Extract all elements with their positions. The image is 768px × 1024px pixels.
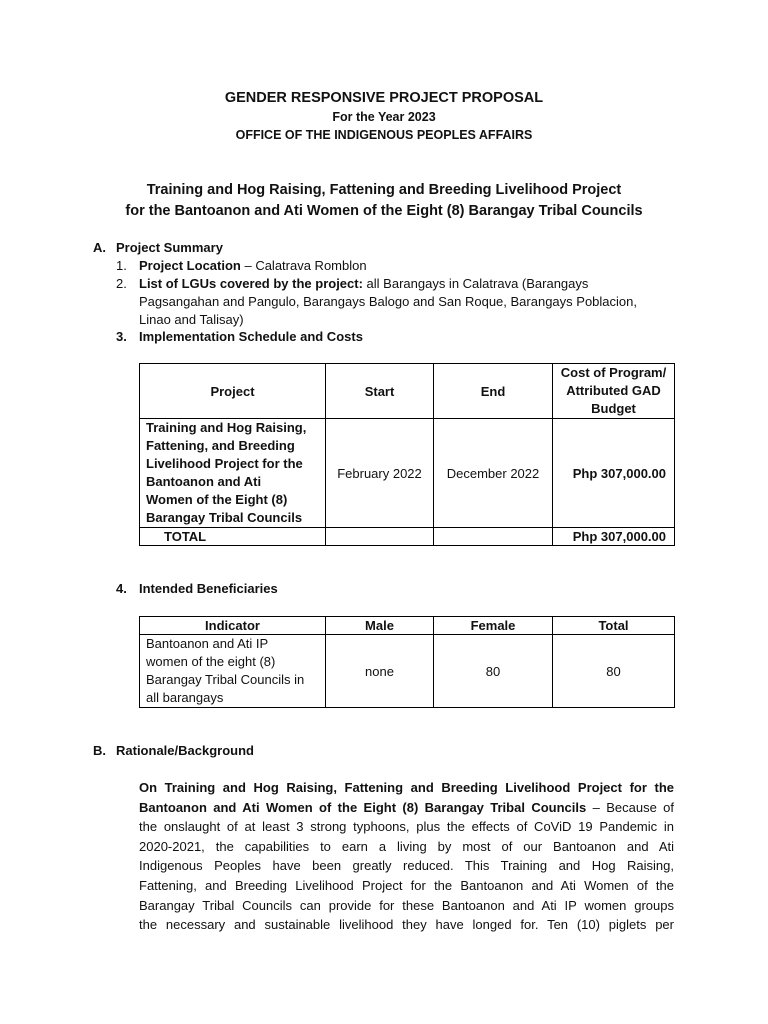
schedule-table [139, 363, 675, 546]
beneficiaries-header-row [140, 617, 675, 635]
project-line: Fattening, and Breeding [146, 438, 295, 453]
item-1-number: 1. [116, 258, 127, 273]
section-a-heading: Project Summary [116, 240, 223, 255]
rationale-line [139, 856, 674, 876]
rationale-line [139, 896, 674, 916]
project-cell [140, 419, 326, 528]
item-1-label: Project Location [139, 258, 241, 273]
header-start: Start [326, 364, 434, 419]
male-cell: none [326, 635, 434, 708]
header-project: Project [140, 364, 326, 419]
document-year: For the Year 2023 [332, 110, 436, 124]
project-title-line2: for the Bantoanon and Ati Women of the Eight (8) Barangay Tribal Councils [125, 203, 643, 219]
section-a-letter: A. [93, 240, 106, 255]
header-end: End [434, 364, 553, 419]
project-line: Women of the Eight (8) [146, 492, 288, 507]
schedule-header-row [140, 364, 675, 419]
rationale-line [139, 837, 674, 857]
rationale-line [139, 817, 674, 837]
indicator-line: Bantoanon and Ati IP [146, 636, 269, 651]
project-line: Bantoanon and Ati [146, 474, 262, 489]
item-3-label: Implementation Schedule and Costs [139, 329, 363, 344]
item-2-label: List of LGUs covered by the project: [139, 276, 363, 291]
rationale-text: Barangay Tribal Councils can provide for these Bantoanon and Ati IP women groups [139, 897, 674, 913]
start-cell: February 2022 [326, 419, 434, 528]
rationale-paragraph [139, 778, 674, 935]
item-2-cont2: Linao and Talisay) [139, 312, 244, 327]
item-4-number: 4. [116, 581, 127, 596]
rationale-text: Indigenous Peoples have been greatly reduced. This Training and Hog Raising, [139, 858, 674, 874]
rationale-text: Fattening, and Breeding Livelihood Project for the Bantoanon and Ati Women of the [139, 877, 674, 893]
header-cost-line1: Cost of Program/ [560, 365, 667, 380]
item-3-number: 3. [116, 329, 127, 344]
item-1-value: – Calatrava Romblon [240, 258, 367, 273]
female-cell: 80 [434, 635, 553, 708]
beneficiaries-row [140, 635, 675, 708]
section-b-heading: Rationale/Background [116, 743, 254, 758]
project-line: Training and Hog Raising, [146, 420, 307, 435]
item-4-label: Intended Beneficiaries [139, 581, 278, 596]
beneficiaries-table [139, 616, 675, 708]
project-line: Barangay Tribal Councils [146, 510, 303, 525]
project-title-line1: Training and Hog Raising, Fattening and Breeding Livelihood Project [146, 182, 622, 198]
item-2-text [139, 275, 588, 293]
header-cost-line3: Budget [591, 401, 636, 416]
rationale-text: 2020-2021, the capabilities to earn a living by most of our Bantoanon and Ati [139, 838, 674, 854]
header-female: Female [434, 617, 553, 635]
total-cell: 80 [553, 635, 675, 708]
item-2-value: all Barangays in Calatrava (Barangays [362, 276, 589, 291]
rationale-line [139, 798, 674, 818]
end-cell: December 2022 [434, 419, 553, 528]
header-cost-line2: Attributed GAD [566, 383, 661, 398]
item-2-number: 2. [116, 276, 127, 291]
rationale-text: the necessary and sustainable livelihood they have longed for. Ten (10) piglets per [139, 917, 674, 933]
header-cost [553, 364, 675, 419]
document-title: GENDER RESPONSIVE PROJECT PROPOSAL [224, 90, 544, 106]
rationale-bold: On Training and Hog Raising, Fattening and Breeding Livelihood Project for the [139, 780, 674, 795]
total-cost: Php 307,000.00 [553, 528, 675, 546]
total-end-empty [434, 528, 553, 546]
total-label: TOTAL [140, 528, 326, 546]
schedule-total-row [140, 528, 675, 546]
indicator-line: all barangays [146, 690, 224, 705]
header-indicator: Indicator [140, 617, 326, 635]
schedule-project-row [140, 419, 675, 528]
rationale-text: the onslaught of at least 3 strong typhoons, plus the effects of CoViD 19 Pandemic in [139, 819, 674, 835]
project-line: Livelihood Project for the [146, 456, 303, 471]
rationale-text: – Because of [586, 799, 675, 815]
rationale-line [139, 876, 674, 896]
document-office: OFFICE OF THE INDIGENOUS PEOPLES AFFAIRS [235, 128, 533, 142]
indicator-line: women of the eight (8) [146, 654, 276, 669]
indicator-line: Barangay Tribal Councils in [146, 672, 305, 687]
item-1-text [139, 257, 367, 275]
rationale-bold: Bantoanon and Ati Women of the Eight (8) Barangay Tribal Councils [139, 799, 587, 815]
total-start-empty [326, 528, 434, 546]
header-male: Male [326, 617, 434, 635]
rationale-line [139, 915, 674, 935]
cost-cell: Php 307,000.00 [553, 419, 675, 528]
header-total: Total [553, 617, 675, 635]
indicator-cell [140, 635, 326, 708]
item-2-cont1: Pagsangahan and Pangulo, Barangays Balogo and San Roque, Barangays Poblacion, [139, 294, 637, 309]
section-b-letter: B. [93, 743, 106, 758]
rationale-line [139, 778, 674, 798]
